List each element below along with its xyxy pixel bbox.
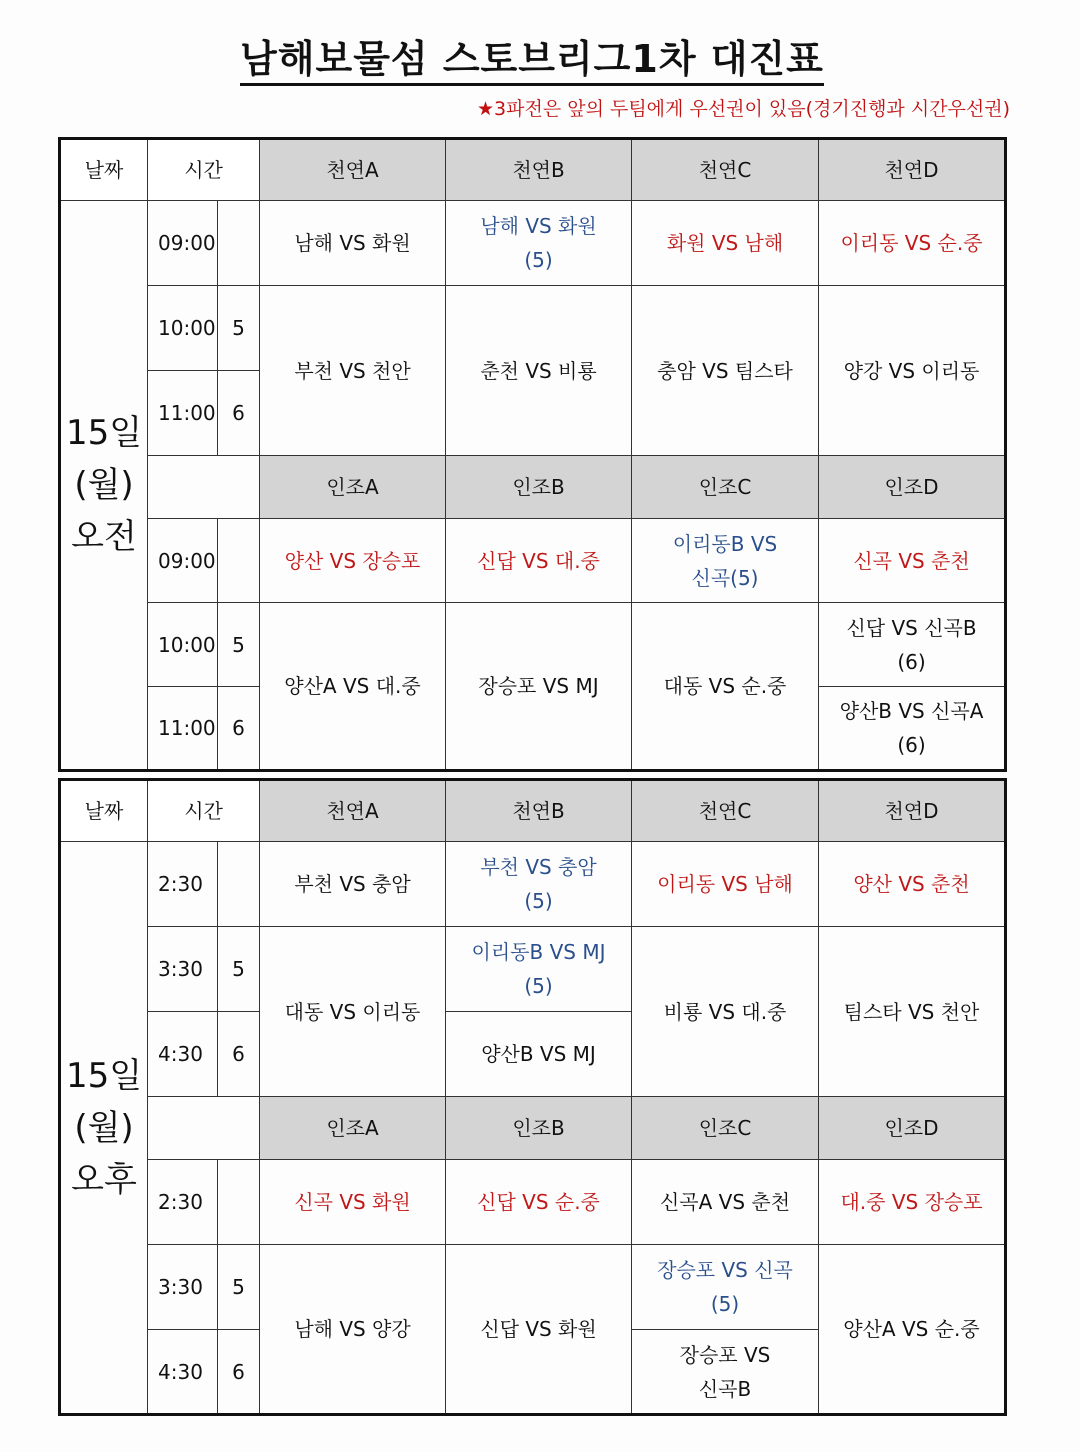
- match-cell: 양산A VS 순.중: [819, 1245, 1006, 1415]
- match-cell: 대동 VS 이리동: [260, 927, 446, 1097]
- match-cell: 양산B VS 신곡A (6): [819, 687, 1006, 771]
- header-natural-a: 천연A: [260, 780, 446, 842]
- match-cell: 대.중 VS 장승포: [819, 1160, 1006, 1245]
- date-cell: [60, 842, 148, 1415]
- time-slot: 2:30: [148, 842, 218, 927]
- header-natural-d: 천연D: [819, 139, 1006, 201]
- header-artificial-c: 인조C: [632, 1097, 819, 1160]
- match-cell: 이리동 VS 순.중: [819, 201, 1006, 286]
- game-number: 6: [218, 371, 260, 456]
- header-artificial-b: 인조B: [446, 456, 632, 519]
- header-natural-d: 천연D: [819, 780, 1006, 842]
- match-cell: 남해 VS 화원: [260, 201, 446, 286]
- date-day: 15일: [65, 1055, 143, 1096]
- match-cell: 이리동B VS 신곡(5): [632, 519, 819, 603]
- match-cell: 대동 VS 순.중: [632, 603, 819, 771]
- match-cell: 신답 VS 신곡B (6): [819, 603, 1006, 687]
- match-cell: 신곡 VS 춘천: [819, 519, 1006, 603]
- match-cell: 남해 VS 화원 (5): [446, 201, 632, 286]
- time-slot: 3:30: [148, 927, 218, 1012]
- match-cell: 비룡 VS 대.중: [632, 927, 819, 1097]
- match-cell: 장승포 VS 신곡B: [632, 1330, 819, 1415]
- match-cell: 장승포 VS MJ: [446, 603, 632, 771]
- match-cell: 양산B VS MJ: [446, 1012, 632, 1097]
- time-slot: 09:00: [148, 201, 218, 286]
- date-weekday: (월): [74, 465, 134, 505]
- game-number: [218, 1160, 260, 1245]
- game-number: [218, 519, 260, 603]
- match-cell: 양산 VS 장승포: [260, 519, 446, 603]
- time-slot: 11:00: [148, 371, 218, 456]
- game-number: 6: [218, 1012, 260, 1097]
- date-cell: [60, 201, 148, 771]
- header-artificial-a: 인조A: [260, 456, 446, 519]
- header-date: 날짜: [60, 139, 148, 201]
- match-cell: 남해 VS 양강: [260, 1245, 446, 1415]
- match-cell: 양산 VS 춘천: [819, 842, 1006, 927]
- time-slot: 3:30: [148, 1245, 218, 1330]
- game-number: [218, 842, 260, 927]
- page-title: [0, 28, 1064, 83]
- header-time: 시간: [148, 780, 260, 842]
- time-slot: 10:00: [148, 603, 218, 687]
- header-artificial-c: 인조C: [632, 456, 819, 519]
- game-number: 6: [218, 1330, 260, 1415]
- date-period: 오전: [71, 517, 137, 557]
- header-natural-c: 천연C: [632, 780, 819, 842]
- match-cell: 부천 VS 천안: [260, 286, 446, 456]
- header-artificial-a: 인조A: [260, 1097, 446, 1160]
- time-slot: 11:00: [148, 687, 218, 771]
- match-cell: 부천 VS 충암: [260, 842, 446, 927]
- date-period: 오후: [71, 1159, 137, 1200]
- match-cell: 이리동 VS 남해: [632, 842, 819, 927]
- match-cell: 팀스타 VS 천안: [819, 927, 1006, 1097]
- game-number: 5: [218, 927, 260, 1012]
- header-natural-b: 천연B: [446, 780, 632, 842]
- date-weekday: (월): [74, 1107, 134, 1148]
- time-slot: 10:00: [148, 286, 218, 371]
- priority-notice: ★3파전은 앞의 두팀에게 우선권이 있음(경기진행과 시간우선권): [477, 98, 1010, 120]
- match-cell: 신답 VS 순.중: [446, 1160, 632, 1245]
- time-slot: 4:30: [148, 1012, 218, 1097]
- header-date: 날짜: [60, 780, 148, 842]
- game-number: [218, 201, 260, 286]
- match-cell: 화원 VS 남해: [632, 201, 819, 286]
- match-cell: 신답 VS 화원: [446, 1245, 632, 1415]
- time-slot: 4:30: [148, 1330, 218, 1415]
- match-cell: 부천 VS 충암 (5): [446, 842, 632, 927]
- game-number: 6: [218, 687, 260, 771]
- header-artificial-d: 인조D: [819, 1097, 1006, 1160]
- game-number: 5: [218, 286, 260, 371]
- match-cell: 춘천 VS 비룡: [446, 286, 632, 456]
- header-natural-b: 천연B: [446, 139, 632, 201]
- time-slot: 2:30: [148, 1160, 218, 1245]
- match-cell: 신곡 VS 화원: [260, 1160, 446, 1245]
- blank-cell: [148, 1097, 260, 1160]
- header-natural-a: 천연A: [260, 139, 446, 201]
- match-cell: 장승포 VS 신곡 (5): [632, 1245, 819, 1330]
- match-cell: 충암 VS 팀스타: [632, 286, 819, 456]
- time-slot: 09:00: [148, 519, 218, 603]
- header-natural-c: 천연C: [632, 139, 819, 201]
- match-cell: 신답 VS 대.중: [446, 519, 632, 603]
- header-time: 시간: [148, 139, 260, 201]
- afternoon-schedule-table: [58, 778, 1007, 1416]
- blank-cell: [148, 456, 260, 519]
- game-number: 5: [218, 603, 260, 687]
- game-number: 5: [218, 1245, 260, 1330]
- match-cell: 양산A VS 대.중: [260, 603, 446, 771]
- title-text: 남해보물섬 스토브리그1차 대진표: [240, 37, 824, 86]
- match-cell: 신곡A VS 춘천: [632, 1160, 819, 1245]
- header-artificial-b: 인조B: [446, 1097, 632, 1160]
- match-cell: 양강 VS 이리동: [819, 286, 1006, 456]
- morning-schedule-table: [58, 137, 1007, 772]
- date-day: 15일: [65, 413, 143, 453]
- header-artificial-d: 인조D: [819, 456, 1006, 519]
- match-cell: 이리동B VS MJ (5): [446, 927, 632, 1012]
